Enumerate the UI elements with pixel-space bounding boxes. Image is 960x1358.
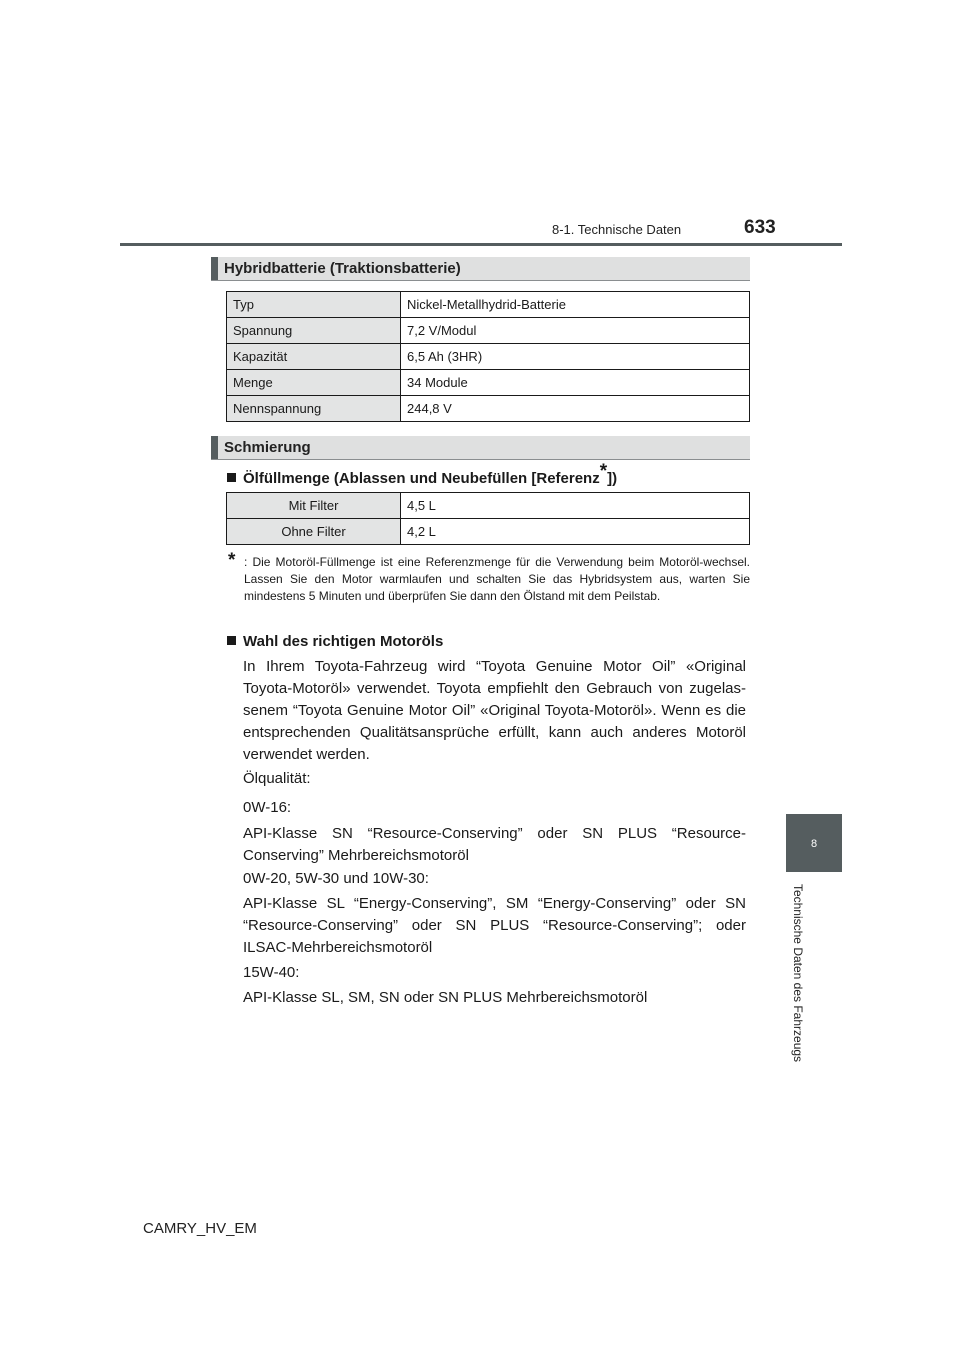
table-key: Ohne Filter — [227, 519, 401, 545]
chapter-side-label-text: Technische Daten des Fahrzeugs — [791, 883, 805, 1063]
table-row — [227, 519, 750, 545]
table-key: Spannung — [227, 318, 401, 344]
section-title: Schmierung — [224, 439, 311, 456]
table-row — [227, 344, 750, 370]
table-value: 7,2 V/Modul — [401, 318, 750, 344]
subsection-title: Ölfüllmenge (Ablassen und Neubefüllen [Referenz — [243, 470, 600, 487]
table-key: Mit Filter — [227, 493, 401, 519]
table-row — [227, 292, 750, 318]
square-bullet-icon — [227, 473, 236, 482]
subsection-title: Wahl des richtigen Motoröls — [243, 633, 444, 650]
section-header-lubrication — [211, 436, 750, 460]
chapter-side-label — [786, 878, 810, 1068]
table-value: Nickel-Metallhydrid-Batterie — [401, 292, 750, 318]
subsection-oil-choice — [227, 633, 443, 650]
oil-grade-desc: API-Klasse SL, SM, SN oder SN PLUS Mehrbereichsmotoröl — [243, 989, 648, 1006]
chapter-tab: 8 — [786, 814, 842, 872]
battery-spec-table — [226, 291, 750, 422]
section-marker — [211, 257, 218, 280]
subsection-title-end: ]) — [607, 470, 618, 487]
footnote — [228, 550, 750, 605]
table-value: 34 Module — [401, 370, 750, 396]
table-key: Nennspannung — [227, 396, 401, 422]
paragraph-intro: In Ihrem Toyota-Fahrzeug wird “Toyota Genuine Motor Oil” «Original Toyota-Motoröl» verwendet. Toyota empfiehlt den Gebrauch von zugelas-senem “Toyota Genuine Motor Oil” «Original Toyota-Motoröl». Wenn es die entsprechenden Qualitätsansprüche erfüllt, kann auch anderes Motoröl verwendet werden. — [243, 658, 746, 763]
table-key: Menge — [227, 370, 401, 396]
table-value: 6,5 Ah (3HR) — [401, 344, 750, 370]
oil-capacity-table — [226, 492, 750, 545]
table-row — [227, 396, 750, 422]
oil-grade: 0W-20, 5W-30 und 10W-30: — [243, 870, 429, 887]
table-value: 4,5 L — [401, 493, 750, 519]
subsection-oil-fill — [227, 461, 618, 487]
footnote-star: * — [228, 550, 236, 571]
oil-grade-desc: API-Klasse SL “Energy-Conserving”, SM “Energy-Conserving” oder SN “Resource-Conserving” oder SN PLUS “Resource-Conserving”; oder ILSAC-Mehrbereichsmotoröl — [243, 895, 746, 956]
section-marker — [211, 436, 218, 459]
table-row — [227, 318, 750, 344]
footer-model-code: CAMRY_HV_EM — [143, 1220, 257, 1237]
header-divider — [120, 243, 842, 246]
oil-grade-desc: API-Klasse SN “Resource-Conserving” oder SN PLUS “Resource-Conserving” Mehrbereichsmotoröl — [243, 825, 746, 864]
page-number: 633 — [744, 217, 776, 238]
oil-quality-label: Ölqualität: — [243, 770, 311, 787]
section-header-hybrid-battery — [211, 257, 750, 281]
section-breadcrumb: 8-1. Technische Daten — [552, 222, 682, 237]
table-value: 244,8 V — [401, 396, 750, 422]
table-row — [227, 370, 750, 396]
table-value: 4,2 L — [401, 519, 750, 545]
oil-grade: 15W-40: — [243, 964, 300, 981]
footnote-text: : Die Motoröl-Füllmenge ist eine Referenzmenge für die Verwendung beim Motoröl-wechsel. Lassen Sie den Motor warmlaufen und schalten Sie das Hybridsystem aus, warten Sie mindestens 5 Minuten und überprüfen Sie dann den Ölstand mit dem Peilstab. — [244, 555, 750, 603]
footnote-star: * — [599, 461, 608, 482]
section-title: Hybridbatterie (Traktionsbatterie) — [224, 260, 461, 277]
table-key: Kapazität — [227, 344, 401, 370]
table-key: Typ — [227, 292, 401, 318]
oil-grade: 0W-16: — [243, 799, 292, 816]
table-row — [227, 493, 750, 519]
square-bullet-icon — [227, 636, 236, 645]
